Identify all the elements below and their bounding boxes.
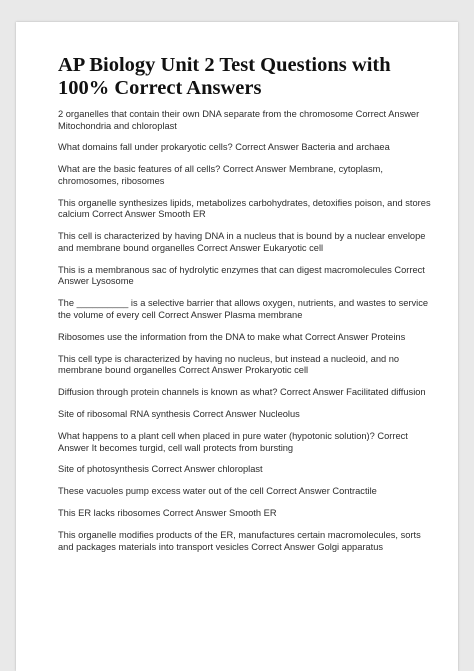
- qa-item: Diffusion through protein channels is known as what? Correct Answer Facilitated diffusion: [58, 387, 426, 398]
- qa-item: This ER lacks ribosomes Correct Answer Smooth ER: [58, 508, 277, 519]
- qa-item: What domains fall under prokaryotic cells? Correct Answer Bacteria and archaea: [58, 142, 390, 153]
- qa-item: These vacuoles pump excess water out of the cell Correct Answer Contractile: [58, 486, 377, 497]
- qa-item: Ribosomes use the information from the DNA to make what Correct Answer Proteins: [58, 331, 406, 342]
- qa-item: What are the basic features of all cells? Correct Answer Membrane, cytoplasm, chromosomes, ribosomes: [58, 164, 384, 186]
- qa-item: This organelle modifies products of the ER, manufactures certain macromolecules, sorts and packages materials into transport vesicles Correct Answer Golgi apparatus: [58, 530, 421, 552]
- qa-item: This is a membranous sac of hydrolytic enzymes that can digest macromolecules Correct Answer Lysosome: [58, 264, 425, 287]
- qa-item: The __________ is a selective barrier that allows oxygen, nutrients, and wastes to service the volume of every cell Correct Answer Plasma membrane: [58, 298, 429, 320]
- document-content: [58, 54, 438, 564]
- qa-item: This cell type is characterized by having no nucleus, but instead a nucleoid, and no membrane bound organelles Correct Answer Prokaryotic cell: [58, 353, 400, 376]
- question-answer-list: [58, 109, 438, 553]
- document-title: AP Biology Unit 2 Test Questions with 100% Correct Answers: [58, 54, 391, 99]
- qa-item: This organelle synthesizes lipids, metabolizes carbohydrates, detoxifies poison, and stores calcium Correct Answer Smooth ER: [58, 197, 431, 220]
- qa-item: Site of ribosomal RNA synthesis Correct Answer Nucleolus: [58, 409, 300, 420]
- document-page: [16, 22, 458, 671]
- qa-item: Site of photosynthesis Correct Answer chloroplast: [58, 464, 263, 475]
- qa-item: What happens to a plant cell when placed in pure water (hypotonic solution)? Correct Answer It becomes turgid, cell wall protects from bursting: [58, 430, 408, 453]
- qa-item: 2 organelles that contain their own DNA separate from the chromosome Correct Answer Mitochondria and chloroplast: [58, 109, 420, 131]
- qa-item: This cell is characterized by having DNA in a nucleus that is bound by a nuclear envelope and membrane bound organelles Correct Answer Eukaryotic cell: [58, 231, 426, 253]
